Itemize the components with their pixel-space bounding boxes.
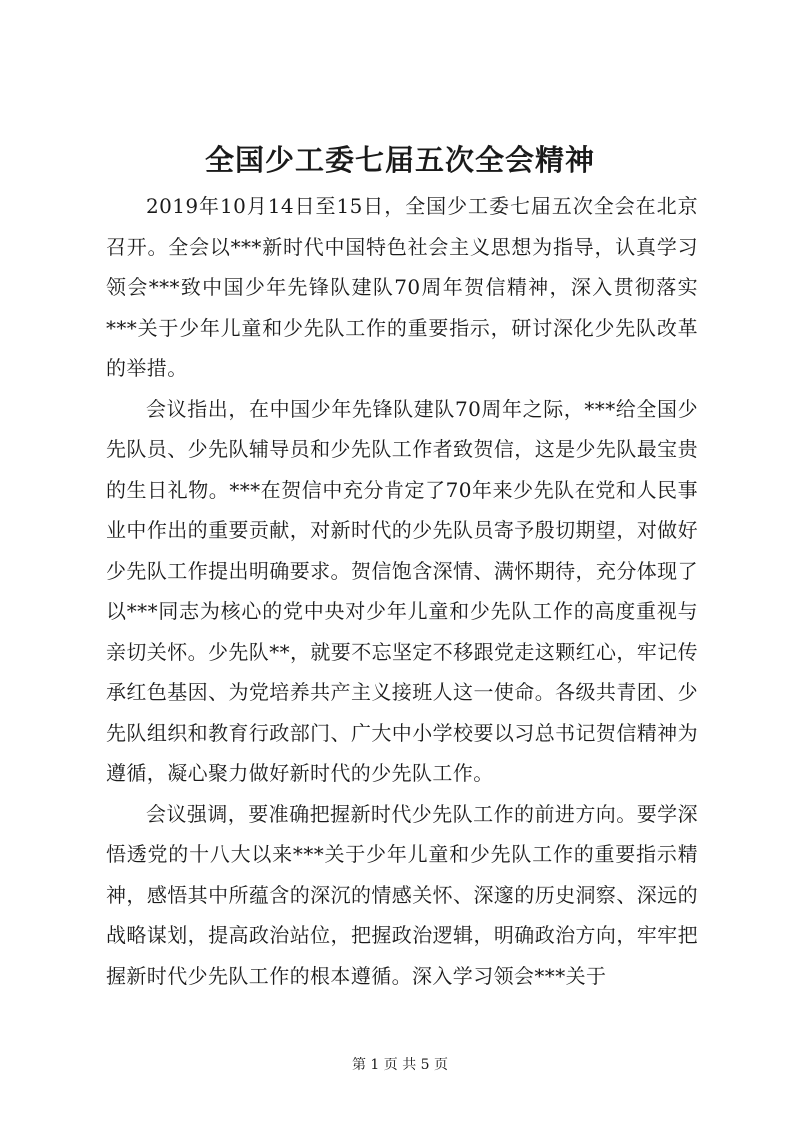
paragraph-3: 会议强调，要准确把握新时代少先队工作的前进方向。要学深悟透党的十八大以来***关于少年儿童和少先队工作的重要指示精神，感悟其中所蕴含的深沉的情感关怀、深邃的历史洞察、深远的战略谋划，提高政治站位，把握政治逻辑，明确政治方向，牢牢把握新时代少先队工作的根本遵循。深入学习领会***关于	[106, 801, 698, 988]
document-body	[106, 186, 698, 996]
paragraph-1: 2019年10月14日至15日，全国少工委七届五次全会在北京召开。全会以***新时代中国特色社会主义思想为指导，认真学习领会***致中国少年先锋队建队70周年贺信精神，深入贯彻落实***关于少年儿童和少先队工作的重要指示，研讨深化少先队改革的举措。	[106, 194, 698, 380]
document-title: 全国少工委七届五次全会精神	[204, 143, 595, 177]
page-footer: 第 1 页 共 5 页	[351, 1057, 449, 1073]
paragraph-2: 会议指出，在中国少年先锋队建队70周年之际，***给全国少先队员、少先队辅导员和少先队工作者致贺信，这是少先队最宝贵的生日礼物。***在贺信中充分肯定了70年来少先队在党和人民事业中作出的重要贡献，对新时代的少先队员寄予殷切期望，对做好少先队工作提出明确要求。贺信饱含深情、满怀期待，充分体现了以***同志为核心的党中央对少年儿童和少先队工作的高度重视与亲切关怀。少先队**，就要不忘坚定不移跟党走这颗红心，牢记传承红色基因、为党培养共产主义接班人这一使命。各级共青团、少先队组织和教育行政部门、广大中小学校要以习总书记贺信精神为遵循，凝心聚力做好新时代的少先队工作。	[106, 396, 698, 785]
